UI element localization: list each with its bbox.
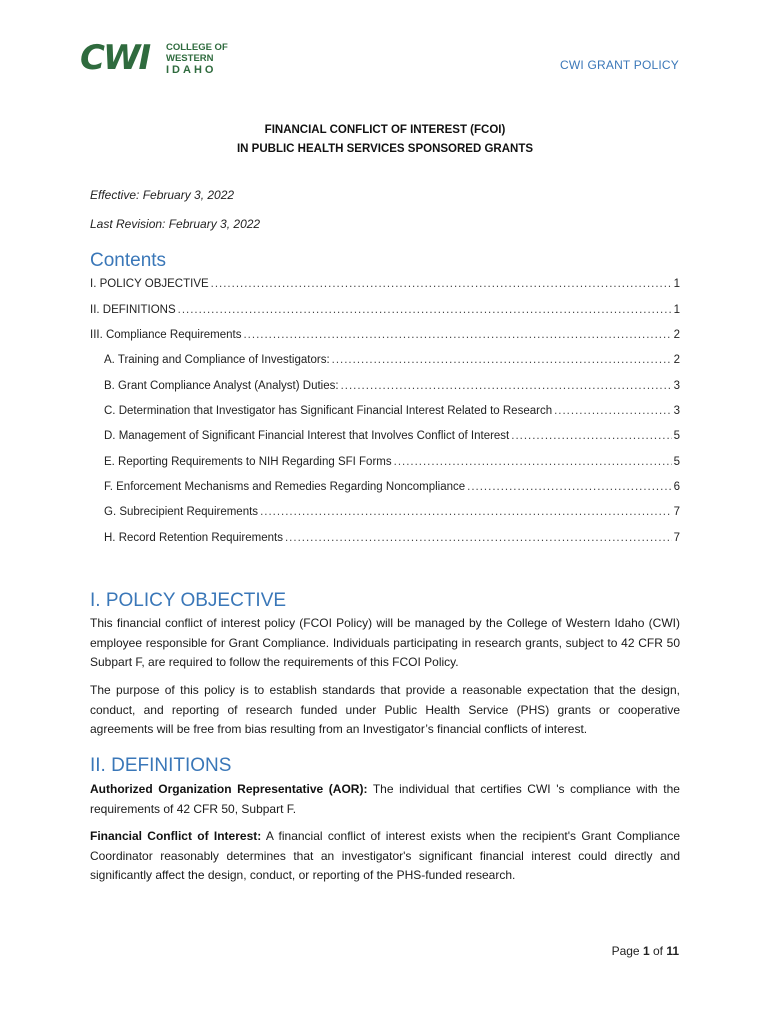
toc-item[interactable] bbox=[90, 329, 680, 345]
toc-item-label: C. Determination that Investigator has Significant Financial Interest Related to Research bbox=[104, 405, 553, 417]
toc-item-page: 7 bbox=[673, 532, 680, 544]
toc-leader-dots bbox=[554, 405, 672, 417]
toc-leader-dots bbox=[332, 354, 672, 366]
section-heading-policy-objective: I. POLICY OBJECTIVE bbox=[90, 590, 287, 611]
toc-leader-dots bbox=[467, 481, 671, 493]
toc-item[interactable] bbox=[104, 456, 680, 472]
toc-item[interactable] bbox=[104, 430, 680, 446]
toc-item-label: III. Compliance Requirements bbox=[90, 329, 242, 341]
logo-line-3: IDAHO bbox=[166, 64, 217, 76]
header-policy-label: CWI GRANT POLICY bbox=[560, 58, 679, 72]
toc-item[interactable] bbox=[104, 354, 680, 370]
policy-objective-paragraph-1: This financial conflict of interest policy (FCOI Policy) will be managed by the College of Western Idaho (CWI) employee responsible for Grant Compliance. Individuals participating in research grants, subject to 42 CFR 50 Subpart F, are required to follow the requirements of this FCOI Policy. bbox=[90, 616, 680, 669]
toc-item[interactable] bbox=[104, 481, 680, 497]
toc-item-page: 2 bbox=[673, 354, 680, 366]
definition-text: The individual that certifies CWI 's compliance with the requirements of 42 CFR 50, Subpart F. bbox=[90, 782, 680, 816]
toc-item-label: A. Training and Compliance of Investigators: bbox=[104, 354, 330, 366]
toc-item-label: G. Subrecipient Requirements bbox=[104, 506, 259, 518]
toc-item-label: F. Enforcement Mechanisms and Remedies Regarding Noncompliance bbox=[104, 481, 466, 493]
page-mid: of bbox=[649, 944, 667, 958]
toc-item-label: H. Record Retention Requirements bbox=[104, 532, 283, 544]
document-title-line-1: FINANCIAL CONFLICT OF INTEREST (FCOI) bbox=[264, 124, 506, 136]
toc-leader-dots bbox=[394, 456, 672, 468]
toc-leader-dots bbox=[243, 329, 671, 341]
effective-date: Effective: February 3, 2022 bbox=[90, 188, 235, 202]
toc-item-label: I. POLICY OBJECTIVE bbox=[90, 278, 209, 290]
toc-item-page: 1 bbox=[673, 278, 680, 290]
toc-leader-dots bbox=[511, 430, 671, 442]
toc-item-label: II. DEFINITIONS bbox=[90, 304, 176, 316]
definition-fcoi bbox=[90, 827, 680, 886]
toc-leader-dots bbox=[178, 304, 672, 316]
definition-term: Authorized Organization Representative (AOR): bbox=[90, 782, 368, 796]
logo-line-1: COLLEGE OF bbox=[166, 42, 228, 53]
policy-objective-paragraph-2: The purpose of this policy is to establish standards that provide a reasonable expectation that the design, conduct, and reporting of research funded under Public Health Service (PHS) grants or cooperative agreements will be free from bias resulting from an Investigator’s financial conflicts of interest. bbox=[90, 683, 680, 736]
toc-item[interactable] bbox=[104, 532, 680, 548]
toc-item-page: 6 bbox=[673, 481, 680, 493]
section-heading-definitions: II. DEFINITIONS bbox=[90, 755, 232, 776]
page-total: 11 bbox=[666, 944, 679, 958]
logo-mark bbox=[80, 38, 149, 78]
toc-item[interactable] bbox=[90, 278, 680, 294]
toc-item[interactable] bbox=[104, 380, 680, 396]
logo-subtitle bbox=[166, 42, 228, 76]
toc-item-label: E. Reporting Requirements to NIH Regarding SFI Forms bbox=[104, 456, 392, 468]
toc-leader-dots bbox=[260, 506, 672, 518]
logo-line-2: WESTERN bbox=[166, 53, 214, 64]
toc-item-page: 5 bbox=[673, 430, 680, 442]
toc-item-page: 1 bbox=[673, 304, 680, 316]
cwi-logo bbox=[80, 38, 230, 82]
definition-text: A financial conflict of interest exists when the recipient's Grant Compliance Coordinator reasonably determines that an investigator's significant financial interest could directly and significantly affect the design, conduct, or reporting of the PHS-funded research. bbox=[90, 829, 680, 882]
page-prefix: Page bbox=[611, 944, 643, 958]
toc-item-page: 3 bbox=[673, 380, 680, 392]
logo-mark-text: CWI bbox=[80, 38, 150, 78]
toc-leader-dots bbox=[211, 278, 672, 290]
toc-item-label: B. Grant Compliance Analyst (Analyst) Duties: bbox=[104, 380, 339, 392]
toc-item-page: 2 bbox=[673, 329, 680, 341]
page-current: 1 bbox=[642, 944, 650, 958]
toc-item[interactable] bbox=[104, 506, 680, 522]
definition-aor bbox=[90, 780, 680, 819]
toc-item-page: 5 bbox=[673, 456, 680, 468]
document-title-line-2: IN PUBLIC HEALTH SERVICES SPONSORED GRANTS bbox=[236, 143, 534, 155]
definition-term: Financial Conflict of Interest: bbox=[90, 829, 262, 843]
toc-item-page: 7 bbox=[673, 506, 680, 518]
toc-item-page: 3 bbox=[673, 405, 680, 417]
toc-item-label: D. Management of Significant Financial Interest that Involves Conflict of Interest bbox=[104, 430, 510, 442]
toc-item[interactable] bbox=[104, 405, 680, 421]
last-revision-date: Last Revision: February 3, 2022 bbox=[90, 217, 261, 231]
toc-item[interactable] bbox=[90, 304, 680, 320]
contents-heading: Contents bbox=[90, 250, 167, 271]
page-number bbox=[612, 944, 679, 958]
toc-leader-dots bbox=[285, 532, 672, 544]
toc-leader-dots bbox=[341, 380, 672, 392]
